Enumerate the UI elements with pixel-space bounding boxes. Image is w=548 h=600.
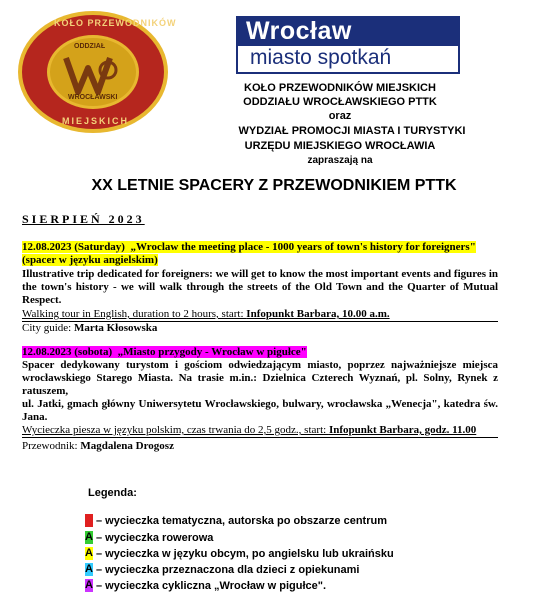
month-heading: SIERPIEŃ 2023 [22, 212, 145, 226]
event1-guide: City guide: Marta Kłosowska [22, 322, 158, 334]
header-line-4: WYDZIAŁ PROMOCJI MIASTA I TURYSTYKI [238, 125, 466, 137]
header-line-2: ODDZIAŁU WROCŁAWSKIEGO PTTK [243, 96, 437, 108]
header-line-6: zapraszają na [307, 155, 373, 166]
event-polish [22, 346, 498, 453]
header-line-5: URZĘDU MIEJSKIEGO WROCŁAWIA [244, 140, 436, 152]
event2-description: Spacer dedykowany turystom i gościom odwiedzającym miasto, poprzez najważniejsze miejsca wrocławskiego Starego Miasta. Na trasie m.in.: Dzielnica Czterech Wyznań, pl. Solny, Rynek z ratuszem, [22, 359, 498, 397]
event1-date: 12.08.2023 (Saturday) [22, 241, 125, 253]
legend-swatch-red [85, 514, 93, 527]
legend-item-thematic: – wycieczka tematyczna, autorska po obszarze centrum [85, 514, 387, 528]
event2-heading [22, 346, 498, 359]
legend-swatch-yellow: A [85, 547, 93, 559]
event2-date: 12.08.2023 (sobota) [22, 346, 113, 358]
wroclaw-city-logo [236, 16, 460, 74]
legend-item-cyclic: A – wycieczka cykliczna „Wrocław w pigułce". [85, 579, 327, 592]
event2-title: „Miasto przygody - Wrocław w pigułce" [117, 346, 307, 358]
event1-description: Illustrative trip dedicated for foreigners: we will get to know the most important events and figures in the town's history - we will walk through the streets of the Old Town and the Quarter of Mutual Respect. [22, 268, 499, 306]
header-line-1: KOŁO PRZEWODNIKÓW MIEJSKICH [244, 82, 436, 94]
badge-ring-bottom-text: MIEJSKICH [62, 116, 130, 126]
header-line-3: oraz [328, 110, 352, 122]
event1-title: „Wroclaw the meeting place - 1000 years of town's history for foreigners" [130, 241, 476, 253]
event1-heading [22, 241, 498, 254]
wroclaw-logo-slogan: miasto spotkań [236, 46, 460, 74]
legend-item-foreign-language: A – wycieczka w języku obcym, po angielsku lub ukraińsku [85, 547, 394, 560]
page-title: XX LETNIE SPACERY Z PRZEWODNIKIEM PTTK [91, 177, 457, 194]
legend-swatch-cyan: A [85, 563, 93, 575]
event2-info: Wycieczka piesza w języku polskim, czas trwania do 2,5 godz., start: Infopunkt Barbara, godz. 11.00 [22, 424, 498, 438]
legend-item-bike: A – wycieczka rowerowa [85, 531, 214, 544]
event-english [22, 241, 498, 335]
event2-description-2: ul. Jatki, gmach główny Uniwersytetu Wrocławskiego, bulwary, wrocławska „Wenecja", katedra św. Jana. [22, 398, 498, 423]
wroclaw-logo-name: Wrocław [236, 16, 460, 46]
guides-circle-badge-logo [16, 10, 177, 134]
legend-swatch-green: A [85, 531, 93, 543]
badge-inner-bottom-text: WROCŁAWSKI [68, 94, 118, 101]
event1-info: Walking tour in English, duration to 2 hours, start: Infopunkt Barbara, 10.00 a.m. [22, 308, 498, 322]
event2-guide: Przewodnik: Magdalena Drogosz [22, 440, 174, 452]
event1-language: (spacer w języku angielskim) [22, 254, 158, 266]
legend-title: Legenda: [88, 487, 137, 499]
badge-inner-top-text: ODDZIAŁ [74, 43, 106, 50]
legend-item-children: A – wycieczka przeznaczona dla dzieci z opiekunami [85, 563, 360, 576]
badge-ring-top-text: KOŁO PRZEWODNIKÓW [54, 18, 177, 28]
legend-swatch-violet: A [85, 579, 93, 591]
